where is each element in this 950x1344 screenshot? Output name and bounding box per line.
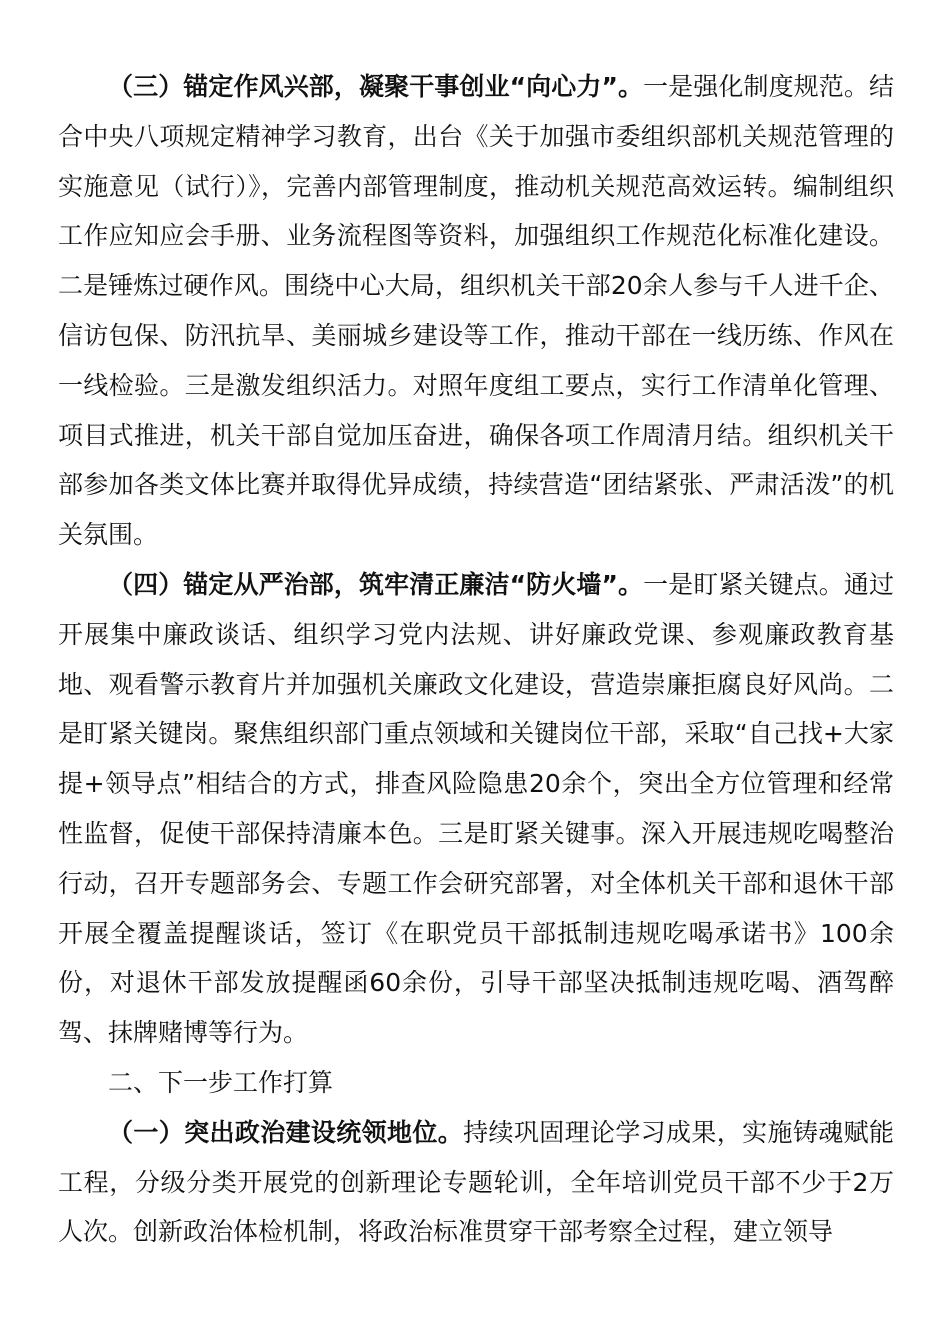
heading-next-1: （一）突出政治建设统领地位。 [108, 1117, 464, 1147]
body-section-3: 一是强化制度规范。结合中央八项规定精神学习教育，出台《关于加强市委组织部机关规范管理的实施意见（试行）》，完善内部管理制度，推动机关规范高效运转。编制组织工作应知应会手册、业务流程图等资料，加强组织工作规范化标准化建设。二是锤炼过硬作风。围绕中心大局，组织机关干部20余人参与千人进千企、信访包保、防汛抗旱、美丽城乡建设等工作，推动干部在一线历练、作风在一线检验。三是激发组织活力。对照年度组工要点，实行工作清单化管理、项目式推进，机关干部自觉加压奋进，确保各项工作周清月结。组织机关干部参加各类文体比赛并取得优异成绩，持续营造“团结紧张、严肃活泼”的机关氛围。 [58, 72, 894, 550]
heading-section-4: （四）锚定从严治部，筑牢清正廉洁“防火墙”。 [108, 569, 644, 599]
paragraph-section-3 [58, 62, 894, 560]
paragraph-section-4 [58, 560, 894, 1058]
body-section-4: 一是盯紧关键点。通过开展集中廉政谈话、组织学习党内法规、讲好廉政党课、参观廉政教育基地、观看警示教育片并加强机关廉政文化建设，营造崇廉拒腐良好风尚。二是盯紧关键岗。聚焦组织部门重点领域和关键岗位干部，采取“自己找+大家提+领导点”相结合的方式，排查风险隐患20余个，突出全方位管理和经常性监督，促使干部保持清廉本色。三是盯紧关键事。深入开展违规吃喝整治行动，召开专题部务会、专题工作会研究部署，对全体机关干部和退休干部开展全覆盖提醒谈话，签订《在职党员干部抵制违规吃喝承诺书》100余份，对退休干部发放提醒函60余份，引导干部坚决抵制违规吃喝、酒驾醉驾、抹牌赌博等行为。 [58, 569, 894, 1048]
document-page [58, 62, 894, 1257]
paragraph-next-1 [58, 1108, 894, 1257]
body-next-1: 持续巩固理论学习成果，实施铸魂赋能工程，分级分类开展党的创新理论专题轮训，全年培训党员干部不少于2万人次。创新政治体检机制，将政治标准贯穿干部考察全过程，建立领导 [58, 1117, 894, 1247]
heading-section-3: （三）锚定作风兴部，凝聚干事创业“向心力”。 [108, 72, 644, 101]
section-title-next-steps: 二、下一步工作打算 [108, 1067, 334, 1097]
